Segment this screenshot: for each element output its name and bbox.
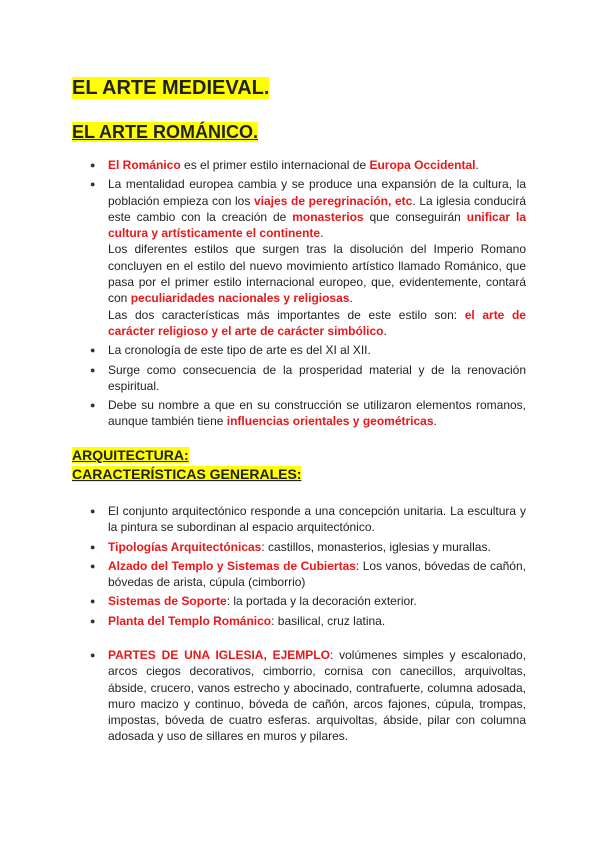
paragraph xyxy=(108,307,526,340)
highlight-text: El Románico xyxy=(108,158,181,172)
page-title xyxy=(72,76,269,100)
title-highlight: EL ARTE MEDIEVAL. xyxy=(72,77,270,99)
highlight-text: Planta del Templo Románico xyxy=(108,613,272,628)
body-text: es el primer estilo internacional de xyxy=(180,158,370,172)
highlight-text: Sistemas de Soporte xyxy=(108,594,227,609)
list-item xyxy=(90,613,526,629)
body-text: . xyxy=(475,158,479,172)
list-item xyxy=(90,176,526,339)
list-item xyxy=(90,362,526,395)
features-list xyxy=(90,503,526,632)
highlight-text: viajes de peregrinación, etc xyxy=(254,193,413,208)
paragraph xyxy=(108,241,526,306)
body-text: Los diferentes estilos que surgen tras la disolución del Imperio Romano concluyen en el estilo del nuevo movimiento artístico llamado Románico, que pasa por el primer estilo internacional europeo, que, evidentemente, contará con xyxy=(108,242,526,306)
heading-highlight: ARQUITECTURA: xyxy=(72,447,189,463)
highlight-text: peculiaridades nacionales y religiosas xyxy=(130,291,350,306)
body-text: Surge como consecuencia de la prosperidad material y de la renovación espiritual. xyxy=(108,362,526,393)
list-item xyxy=(90,593,526,609)
body-text: La cronología de este tipo de arte es del XI al XII. xyxy=(108,343,371,358)
subtitle-highlight: EL ARTE ROMÁNICO. xyxy=(72,122,259,142)
characteristics-heading xyxy=(72,466,301,483)
body-text: . xyxy=(320,226,324,241)
body-text: Debe su nombre a que en su construcción se utilizaron elementos romanos, aunque también tiene xyxy=(108,398,526,429)
body-text: . xyxy=(433,414,437,429)
highlight-text: unificar la cultura y artísticamente el continente xyxy=(108,209,526,241)
body-text: : Los vanos, bóvedas de cañón, bóvedas de arista, cúpula (cimborrio) xyxy=(108,558,526,590)
body-text: : castillos, monasterios, iglesias y murallas. xyxy=(261,539,491,554)
section-title xyxy=(72,121,258,143)
intro-list xyxy=(90,157,526,433)
body-text: . La iglesia conducirá este cambio con la creación de xyxy=(108,193,527,224)
highlight-text: Europa Occidental xyxy=(369,158,476,172)
highlight-text: el arte de carácter religioso y el arte de carácter simbólico xyxy=(108,307,526,338)
body-text: : volúmenes simples y escalonado, arcos ciegos decorativos, cimborrio, cornisa con canecillos, arquivoltas, ábside, crucero, vanos estrecho y abocinado, contrafuerte, columna adosada, muro macizo y continuo, bóveda de cañón, arcos fajones, cúpula, trompas, impostas, bóveda de cuatro esferas. arquivoltas, ábside, pilar con columna adosada y uso de sillares en muros y pilares. xyxy=(108,648,526,744)
list-item xyxy=(90,342,526,358)
body-text: Las dos características más importantes de este estilo son: xyxy=(108,307,465,322)
list-item xyxy=(90,397,526,430)
list-item xyxy=(90,503,526,536)
list-item xyxy=(90,157,526,173)
paragraph xyxy=(108,176,526,241)
body-text: El conjunto arquitectónico responde a una concepción unitaria. La escultura y la pintura se subordinan al espacio arquitectónico. xyxy=(108,504,526,535)
highlight-text: PARTES DE UNA IGLESIA, EJEMPLO xyxy=(108,648,330,662)
list-item xyxy=(90,539,526,555)
body-text: . xyxy=(383,323,387,338)
architecture-heading xyxy=(72,447,189,464)
heading-highlight: CARACTERÍSTICAS GENERALES: xyxy=(72,466,302,482)
list-item xyxy=(90,558,526,591)
highlight-text: Alzado del Templo y Sistemas de Cubiertas xyxy=(108,558,356,573)
parts-list xyxy=(90,647,526,748)
highlight-text: monasterios xyxy=(292,209,364,224)
highlight-text: influencias orientales y geométricas xyxy=(226,414,434,429)
body-text: que conseguirán xyxy=(363,209,467,224)
body-text: La mentalidad europea cambia y se produce una expansión de la cultura, la población empieza con los xyxy=(108,177,526,208)
body-text: : la portada y la decoración exterior. xyxy=(226,594,417,609)
list-item xyxy=(90,647,526,745)
highlight-text: Tipologías Arquitectónicas xyxy=(108,539,262,554)
body-text: . xyxy=(349,291,353,306)
body-text: : basilical, cruz latina. xyxy=(271,613,386,628)
